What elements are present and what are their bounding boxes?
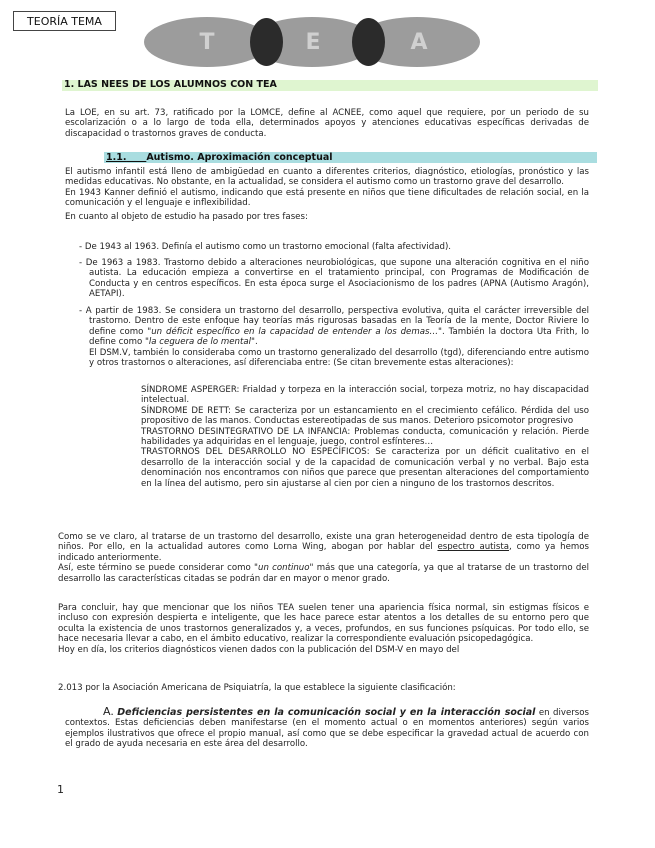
continuo-text: Así, este término se puede considerar como "	[58, 563, 258, 574]
spectrum-paragraphs	[58, 532, 589, 584]
header-letter-e: E	[305, 30, 321, 55]
riviere-quote: un déficit específico en la capacidad de entender a los demas…	[151, 326, 439, 337]
criterion-a-title: Deficiencias persistentes en la comunicación social y en la interacción social	[117, 707, 536, 718]
heterogeneity-text: Como se ve claro, al tratarse de un trastorno del desarrollo, existe una gran heterogeneidad dentro de esta tipología de niños. Por ello, en la actualidad autores como Lorna Wing, abogan por hablar del	[58, 532, 589, 553]
continuo-quote: un continuo	[258, 563, 310, 574]
phase-3-text-cont: ". También la doctora Uta Frith, lo define como "	[89, 326, 589, 348]
paragraph-continuo	[58, 563, 589, 584]
paragraph-apa: 2.013 por la Asociación Americana de Psiquiatría, la que establece la siguiente clasificación:	[58, 683, 456, 693]
phase-3-text-end: ".	[251, 337, 258, 348]
continuo-text-end: " más que una categoría, ya que al tratarse de un trastorno del desarrollo las características citadas se podrán dar en mayor o menor grado.	[58, 563, 589, 584]
heterogeneity-text-end: , como ya hemos indicado anteriormente.	[58, 542, 589, 563]
header-overlap-right	[352, 18, 385, 66]
phase-3-text: A partir de 1983. Se considera un trastorno del desarrollo, perspectiva evolutiva, quita el carácter irreversible del trastorno. Dentro de este enfoque hay teorías más rigurosas basadas en la Teoría de la mente, Doctor Riviere lo define como "	[85, 306, 589, 337]
paragraph-phases-intro: En cuanto al objeto de estudio ha pasado por tres fases:	[65, 211, 308, 222]
header-overlap-left	[250, 18, 283, 66]
paragraph-dsm5: Hoy en día, los criterios diagnósticos vienen dados con la publicación del DSM-V en mayo del	[58, 644, 460, 655]
phase-1-item: - De 1943 al 1963. Definía el autismo como un trastorno emocional (falta afectividad).	[79, 242, 452, 252]
paragraph-heterogeneity	[58, 532, 589, 563]
criterion-a	[65, 707, 589, 750]
espectro-autista-link: espectro autista	[437, 542, 510, 553]
paragraph-kanner: En 1943 Kanner definió el autismo, indicando que está presente en niños que tiene dificultades de relación social, en la comunicación y el lenguaje e inflexibilidad.	[65, 187, 589, 209]
list-item-no-especificos: TRASTORNOS DEL DESARROLLO NO ESPECÍFICOS: Se caracteriza por un déficit cualitativo en el desarrollo de la interacción social y de la capacidad de comunicación verbal y no verbal. Bajo esta denominación nos encontramos con niños que parece que presentan alteraciones del comportamiento en la línea del autismo, pero sin ajustarse al cien por cien a ninguno de los trastornos descritos.	[141, 447, 589, 489]
paragraph-autism-intro: El autismo infantil está lleno de ambigüedad en cuanto a diferentes criterios, diagnóstico, etiologías, pronóstico y las medidas educativas. No obstante, en la actualidad, se considera el autismo como un trastorno grave del desarrollo.	[65, 167, 589, 188]
dsm-paragraph: El DSM.V, también lo consideraba como un trastorno generalizado del desarrollo (tgd), diferenciando entre autismo y otros trastornos o alteraciones, así diferenciaba entre: (Se citan brevemente estas alteraciones):	[89, 347, 589, 369]
list-item-rett: SÍNDROME DE RETT: Se caracteriza por un estancamiento en el crecimiento cefálico. Pérdida del uso propositivo de las manos. Conductas estereotipadas de sus manos. Deterioro psicomotor progresivo	[141, 405, 589, 427]
phase-2-item: - De 1963 a 1983. Trastorno debido a alteraciones neurobiológicas, que supone una alteración cognitiva en el niño autista. La educación empieza a convertirse en el tratamiento principal, con Programas de Modificación de Conducta y en centros específicos. En esta época surge el Asociacionismo de los padres (APNA (Autismo Aragón), AETAPI).	[79, 258, 589, 300]
section-11-number: 1.1.	[106, 152, 127, 163]
phase-2-text: De 1963 a 1983. Trastorno debido a alteraciones neurobiológicas, que supone una alteración cognitiva en el niño autista. La educación empieza a convertirse en el tratamiento principal, con Programas de Modificación de Conducta y en centros específicos. En esta época surge el Asociacionismo de los padres (APNA (Autismo Aragón), AETAPI).	[85, 258, 589, 300]
phase-3-item: - A partir de 1983. Se considera un trastorno del desarrollo, perspectiva evolutiva, quita el carácter irreversible del trastorno. Dentro de este enfoque hay teorías más rigurosas basadas en la Teoría de la mente, Doctor Riviere lo define como "un déficit específico en la capacidad de entender a los demas…". También la doctora Uta Frith, lo define como "la ceguera de lo mental". El DSM.V, también lo consideraba como un trastorno generalizado del desarrollo (tgd), diferenciando entre autismo y otros trastornos o alteraciones, así diferenciaba entre: (Se citan brevemente estas alteraciones):	[79, 306, 589, 369]
section-1-title: 1. LAS NEES DE LOS ALUMNOS CON TEA	[64, 79, 277, 90]
header-letter-t: T	[199, 30, 215, 55]
section-11-body	[65, 167, 589, 222]
header-letter-a: A	[410, 30, 428, 55]
page-number: 1	[57, 783, 64, 796]
criterion-a-text: en diversos contextos. Estas deficiencias deben manifestarse (en el momento actual o en momentos anteriores) según varios ejemplos ilustrativos que ofrece el propio manual, así como que se debe especificar la gravedad actual de acuerdo con el grado de ayuda necesaria en este área del desarrollo.	[65, 708, 589, 750]
section-11-heading	[106, 152, 333, 163]
header-tag: TEORÍA TEMA	[13, 11, 116, 31]
frith-quote: la ceguera de lo mental	[148, 337, 252, 348]
conclusion-paragraphs	[58, 603, 589, 655]
paragraph-conclusion: Para concluir, hay que mencionar que los niños TEA suelen tener una apariencia física normal, sin estigmas físicos e incluso con expresión despierta e inteligente, que les hace parece estar atentos a los detalles de su entorno pero que oculta la existencia de unos trastornos generalizados y, a veces, profundos, en sus funciones psíquicas. Por todo ello, se hace necesaria llevar a cabo, en el ámbito educativo, realizar la correspondiente evaluación psicopedagógica.	[58, 603, 589, 645]
disorder-list	[141, 385, 589, 489]
criterion-a-letter: A.	[103, 705, 114, 718]
list-item-asperger: SÍNDROME ASPERGER: Frialdad y torpeza en la interacción social, torpeza motriz, no hay discapacidad intelectual.	[141, 385, 589, 406]
list-item-desintegrativo: TRASTORNO DESINTEGRATIVO DE LA INFANCIA: Problemas conducta, comunicación y relación. Pierde habilidades ya adquiridas en el lenguaje, juego, control esfínteres…	[141, 426, 589, 448]
section-1-intro: La LOE, en su art. 73, ratificado por la LOMCE, define al ACNEE, como aquel que requiere, por un periodo de su escolarización o a lo largo de toda ella, determinados apoyos y atenciones educativas específicas derivadas de discapacidad o trastornos graves de conducta.	[65, 108, 589, 139]
section-11-title: Autismo. Aproximación conceptual	[146, 152, 333, 163]
phase-1-text: De 1943 al 1963. Definía el autismo como un trastorno emocional (falta afectividad).	[84, 242, 452, 252]
